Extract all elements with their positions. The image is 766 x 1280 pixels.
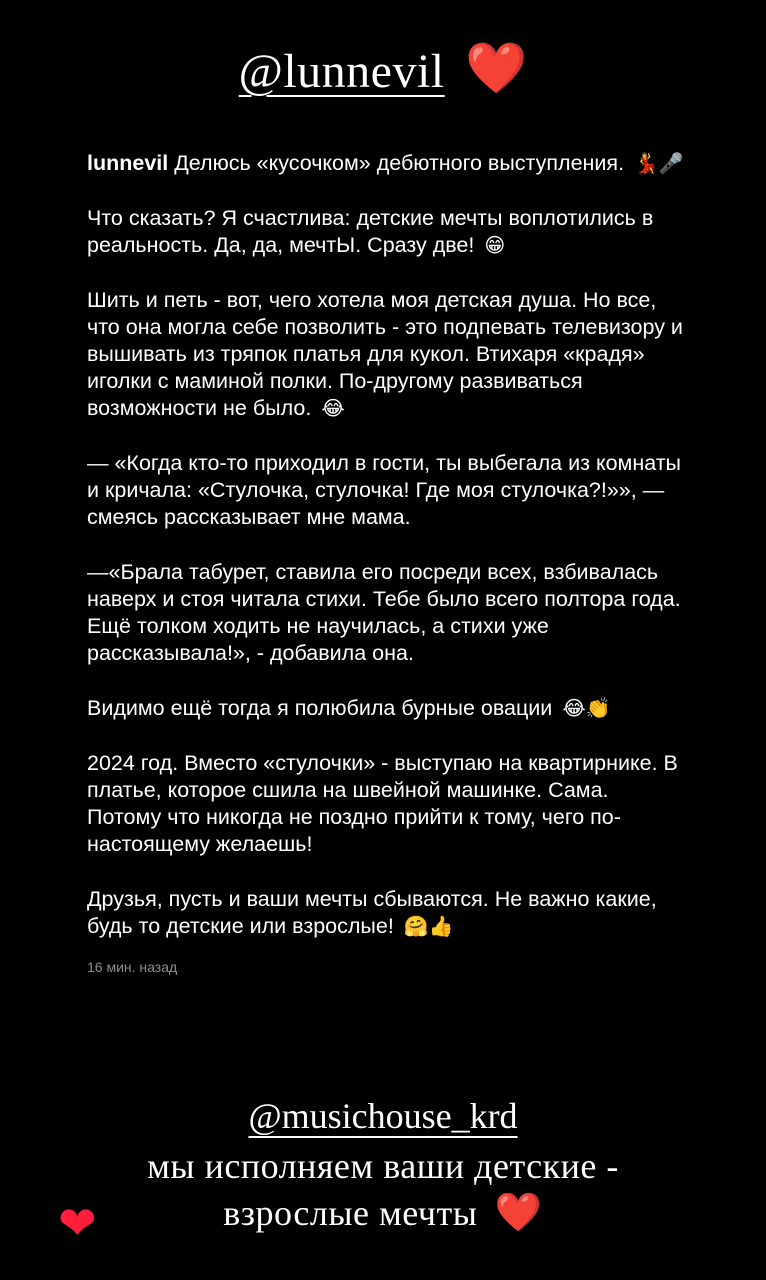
hug-thumbs-emoji-icon: 🤗👍 [403, 914, 454, 938]
post-paragraph [87, 695, 687, 722]
heart-icon: ❤️ [465, 39, 528, 97]
post-username[interactable]: lunnevil [87, 151, 169, 175]
paragraph-text: Видимо ещё тогда я полюбила бурные овации [87, 696, 553, 720]
post-paragraph [87, 287, 687, 422]
laughing-clap-emoji-icon: 😂👏 [562, 696, 611, 720]
heart-icon: ❤️ [494, 1190, 543, 1234]
post-intro-text: Делюсь «кусочком» дебютного выступления. [174, 151, 625, 175]
post-paragraph [87, 750, 687, 858]
story-bottom-caption [0, 1095, 766, 1236]
caption-line-2-text: взрослые мечты [223, 1193, 478, 1233]
paragraph-text: 2024 год. Вместо «стулочки» - выступаю на квартирнике. В платье, которое сшила на швейной машинке. Сама. Потому что никогда не поздно прийти к тому, чего по-настоящему желаешь! [87, 751, 678, 856]
paragraph-text: Друзья, пусть и ваши мечты сбываются. Не важно какие, будь то детские или взрослые! [87, 887, 657, 938]
story-top-header [0, 0, 766, 99]
laughing-emoji-icon: 😂 [321, 396, 345, 420]
post-caption-screenshot [87, 150, 687, 1095]
post-paragraph [87, 559, 687, 667]
post-paragraph [87, 886, 687, 940]
post-paragraph [87, 205, 687, 259]
paragraph-text: Шить и петь - вот, чего хотела моя детская душа. Но все, что она могла себе позволить - это подпевать телевизору и вышивать из тряпок платья для кукол. Втихаря «крадя» иголки с маминой полки. По-другому развиваться возможности не было. [87, 288, 683, 420]
caption-text-block [0, 1143, 766, 1236]
caption-line-1: мы исполняем ваши детские - [147, 1146, 619, 1186]
dancer-mic-emoji-icon: 💃🎤 [634, 151, 684, 175]
post-timestamp: 16 мин. назад [87, 959, 178, 975]
paragraph-text: Что сказать? Я счастлива: детские мечты воплотились в реальность. Да, да, мечтЫ. Сразу две! [87, 206, 654, 257]
caption-line-2 [0, 1189, 766, 1236]
top-mention-link[interactable]: @lunnevil [238, 45, 445, 98]
like-heart-icon[interactable]: ❤ [58, 1196, 97, 1250]
post-intro [87, 150, 687, 177]
paragraph-text: — «Когда кто-то приходил в гости, ты выбегала из комнаты и кричала: «Стулочка, стулочка! Где моя стулочка?!»», — смеясь рассказывает мне мама. [87, 451, 681, 529]
bottom-mention-link[interactable]: @musichouse_krd [248, 1096, 518, 1136]
paragraph-text: —«Брала табурет, ставила его посреди всех, взбивалась наверх и стоя читала стихи. Тебе было всего полтора года. Ещё толком ходить не научилась, а стихи уже рассказывала!», - добавила она. [87, 560, 681, 665]
post-paragraph [87, 450, 687, 531]
grin-emoji-icon: 😁 [484, 233, 506, 257]
